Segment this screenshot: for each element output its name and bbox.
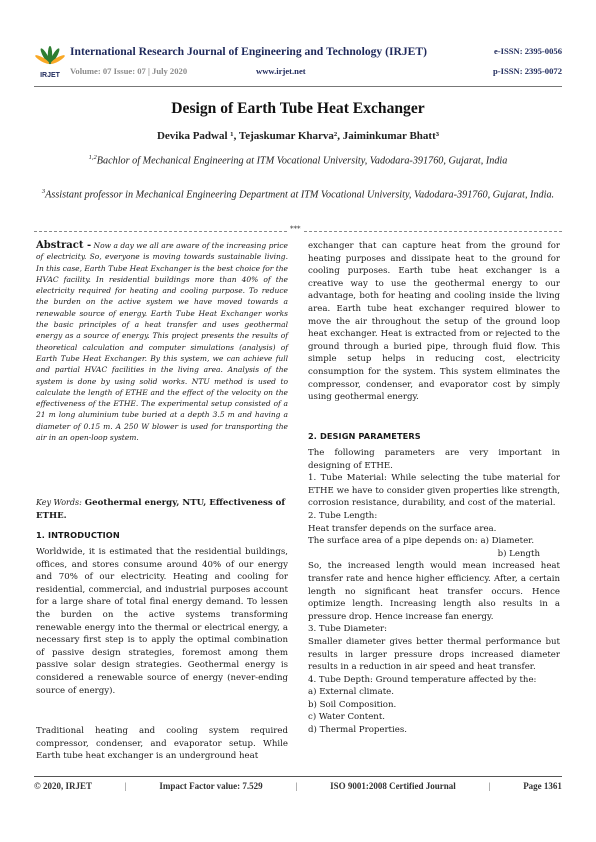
footer-separator: | — [295, 781, 298, 791]
affiliation-2-text: Assistant professor in Mechanical Engineering Department at ITM Vocational University, Vadodara-391760, Gujarat, India. — [45, 189, 555, 201]
abstract-label: Abstract - — [36, 240, 92, 251]
footer-separator: | — [124, 781, 127, 791]
footer-iso: ISO 9001:2008 Certified Journal — [330, 781, 456, 791]
affiliation-1-text: Bachlor of Mechanical Engineering at ITM Vocational University, Vadodara-391760, Gujarat, India — [96, 155, 508, 167]
design-intro: The following parameters are very important in designing of ETHE. — [308, 448, 560, 471]
tube-length-line-3: b) Length — [497, 548, 540, 559]
param-tube-depth: 4. Tube Depth: Ground temperature affected by the: — [308, 674, 537, 685]
intro-paragraph-2-continued: exchanger that can capture heat from the ground for heating purposes and dissipate heat to the ground for cooling purposes. Earth tube heat exchanger is a creative way to use the geothermal energy to our advantage, both for heating and cooling inside the living area. Earth tube heat exchanger required blower to move the air throughout the setup of the ground loop heat exchanger. Heat is extracted from or rejected to the ground through a buried pipe, through fluid flow. This simple setup helps in reducing cost, electricity consumption for the system. This system eliminates the compressor, condenser, and evaporator cost by simply using geothermal energy. — [308, 241, 560, 403]
header-divider — [34, 86, 562, 87]
tube-diameter-paragraph: Smaller diameter gives better thermal performance but results in larger pressure drops increased diameter results in a reduction in air speed and heat transfer. — [308, 636, 560, 673]
irjet-logo-icon — [34, 42, 66, 80]
depth-factor-b: b) Soil Composition. — [308, 699, 397, 710]
tube-length-line-1: Heat transfer depends on the surface area. — [308, 523, 497, 534]
author-list: Devika Padwal ¹, Tejaskumar Kharva², Jaiminkumar Bhatt³ — [156, 130, 440, 142]
depth-factor-d: d) Thermal Properties. — [308, 725, 407, 736]
abstract-text: Now a day we all are aware of the increasing price of electricity. So, everyone is moving towards sustainable living. In this case, Earth Tube Heat Exchanger is the best choice for the HVAC facility. In residential buildings more than 40% of the electricity required for heating and cooling purpose. To reduce the burden on the active system we have moved towards a renewable source of energy. Earth Tube Heat Exchanger works the basic principles of a heat transfer and uses geothermal energy as a source of energy. This project presents the results of theoretical calculation and computer simulations (analysis) of Earth Tube Heat Exchanger. By this system, we can achieve full and partial HVAC facilities in the living area. Analysis of the system is done by using solid works. NTU method is used to calculate the length of ETHE and the effect of the velocity on the effectiveness of the ETHE. The experimental setup consisted of a 21 m long aluminium tube buried at a depth 3.5 m and having a diameter of 0.15 m. A 250 W blower is used for transporting the air in an open-loop system. — [36, 241, 288, 443]
intro-paragraph-2: Traditional heating and cooling system required compressor, condenser, and evaporator setup. While Earth tube heat exchanger is an underground heat — [36, 726, 288, 762]
affiliation-1 — [88, 150, 508, 169]
affiliation-2-marker: 3 — [41, 188, 46, 195]
depth-factor-a: a) External climate. — [308, 687, 394, 698]
volume-issue: Volume: 07 Issue: 07 | July 2020 — [70, 66, 188, 76]
depth-factor-c: c) Water Content. — [308, 712, 386, 723]
footer-divider — [34, 776, 562, 777]
footer-page-number: Page 1361 — [523, 781, 562, 791]
page-footer — [34, 781, 562, 791]
journal-name: International Research Journal of Engineering and Technology (IRJET) — [70, 45, 427, 58]
design-parameters-body — [308, 447, 560, 737]
footer-separator: | — [488, 781, 491, 791]
param-tube-length: 2. Tube Length: — [308, 510, 378, 521]
logo-text: IRJET — [40, 72, 60, 79]
journal-header — [34, 42, 562, 82]
keywords — [36, 497, 288, 522]
section-heading-introduction: 1. INTRODUCTION — [36, 530, 120, 540]
affiliation-2 — [40, 184, 556, 203]
tube-length-paragraph: So, the increased length would mean increased heat transfer rate and hence higher efficiency. After, a certain length no significant heat transfer occurs. Hence optimize length. Increasing length also results in a pressure drop. Hence increase fan energy. — [308, 561, 560, 622]
journal-website-link[interactable]: www.irjet.net — [256, 66, 306, 76]
section-heading-design-parameters: 2. DESIGN PARAMETERS — [308, 431, 421, 441]
param-tube-diameter: 3. Tube Diameter: — [308, 624, 388, 635]
p-issn: p-ISSN: 2395-0072 — [493, 66, 562, 76]
e-issn: e-ISSN: 2395-0056 — [493, 46, 562, 56]
intro-paragraph-1: Worldwide, it is estimated that the residential buildings, offices, and stores consume around 40% of our energy and 70% of our electricity. Heating and cooling for residential, commercial, and industrial purposes account for a large share of total final energy demand. To lessen the burden on the active systems transforming renewable energy into the thermal or electrical energy, a necessary first step is to apply the optimal combination of passive design strategies, foremost among them passive solar design strategies. Geothermal energy is considered a renewable source of energy (never-ending source of energy). — [36, 547, 288, 696]
param-tube-material: 1. Tube Material: While selecting the tube material for ETHE we have to consider given properties like strength, corrosion resistance, durability, and cost of the material. — [308, 473, 560, 509]
abstract — [36, 240, 288, 443]
footer-copyright: © 2020, IRJET — [34, 781, 92, 791]
paper-title: Design of Earth Tube Heat Exchanger — [171, 100, 425, 117]
tube-length-line-2: The surface area of a pipe depends on: a) Diameter. — [308, 536, 535, 547]
separator-stars: *** — [290, 225, 301, 233]
keywords-label: Key Words: — [36, 498, 82, 507]
keywords-text: Geothermal energy, NTU, Effectiveness of ETHE. — [36, 498, 286, 521]
affiliation-1-marker: 1,2 — [88, 154, 97, 161]
footer-impact-factor: Impact Factor value: 7.529 — [159, 781, 263, 791]
